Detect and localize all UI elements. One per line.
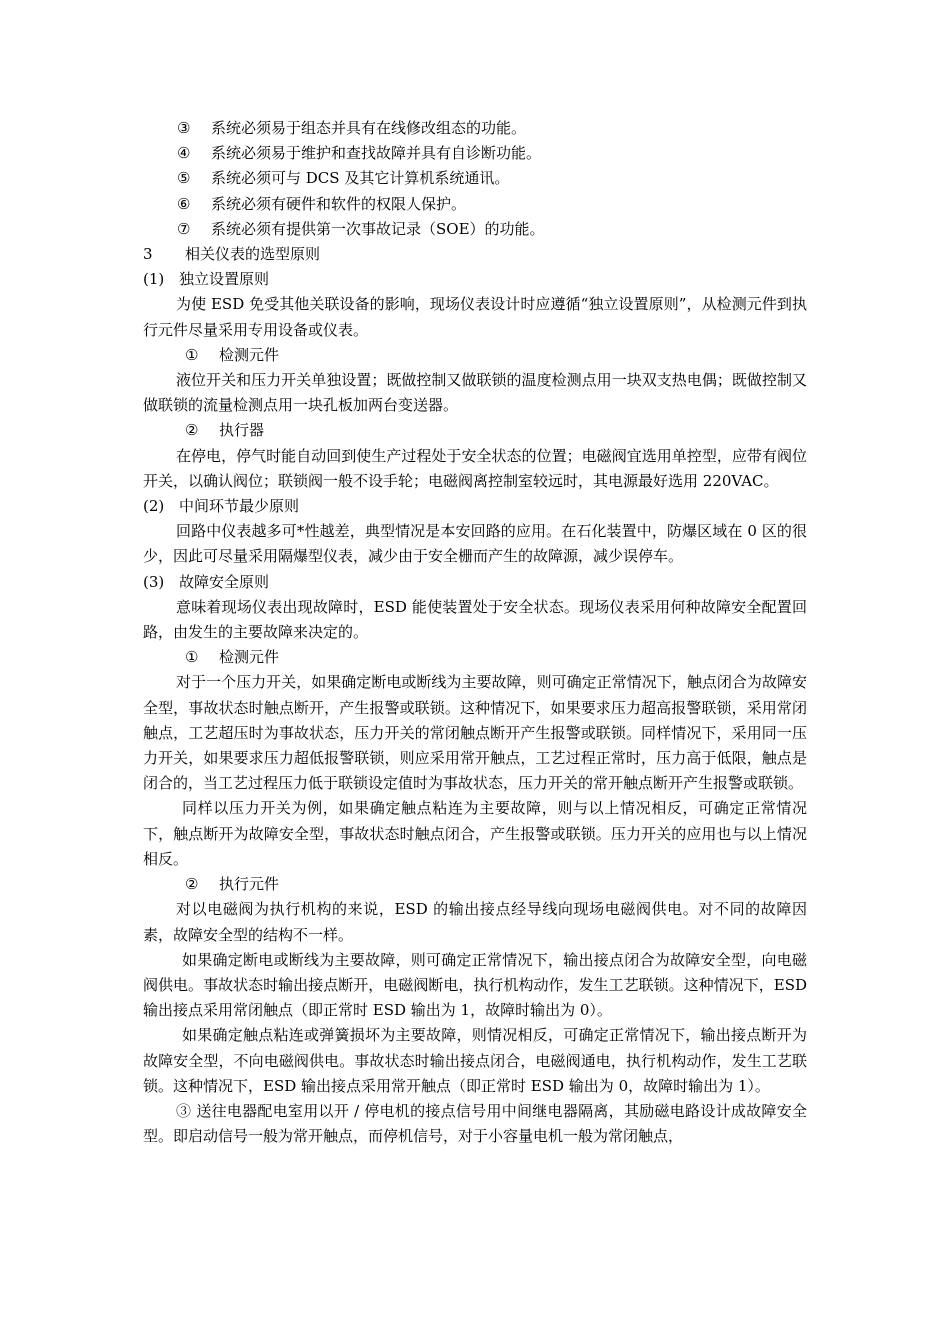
list-number: ④ — [177, 144, 191, 163]
paragraph: 液位开关和压力开关单独设置；既做控制又做联锁的温度检测点用一块双支热电偶；既做控制又做联锁的流量检测点用一块孔板加两台变送器。 — [143, 371, 807, 415]
subsection-number: (3) — [143, 572, 165, 591]
list-text: 系统必须可与 DCS 及其它计算机系统通讯。 — [211, 169, 510, 188]
subsection-title: 故障安全原则 — [179, 572, 270, 591]
paragraph: 为使 ESD 免受其他关联设备的影响，现场仪表设计时应遵循“独立设置原则”，从检测元件到执行元件尽量采用专用设备或仪表。 — [143, 295, 807, 339]
paragraph: 在停电，停气时能自动回到使生产过程处于安全状态的位置；电磁阀宜选用单控型，应带有阀位开关，以确认阀位；联锁阀一般不设手轮；电磁阀离控制室较远时，其电源最好选用 220VAC。 — [143, 446, 807, 490]
list-text: 系统必须易于维护和查找故障并具有自诊断功能。 — [211, 144, 542, 163]
list-item — [143, 217, 807, 242]
paragraph: 对于一个压力开关，如果确定断电或断线为主要故障，则可确定正常情况下，触点闭合为故障安全型，事故状态时触点断开，产生报警或联锁。这种情况下，如果要求压力超高报警联锁，采用常闭触点，工艺超压时为事故状态，压力开关的常闭触点断开产生报警或联锁。同样情况下，采用同一压力开关，如果要求压力超低报警联锁，则应采用常开触点，工艺过程正常时，压力高于低限，触点是闭合的，当工艺过程压力低于联锁设定值时为事故状态，压力开关的常开触点断开产生报警或联锁。 — [143, 673, 807, 793]
paragraph: 意味着现场仪表出现故障时，ESD 能使装置处于安全状态。现场仪表采用何种故障安全配置回路，由发生的主要故障来决定的。 — [143, 597, 807, 642]
section-heading — [143, 242, 807, 267]
paragraph: 如果确定断电或断线为主要故障，则可确定正常情况下，输出接点闭合为故障安全型，向电磁阀供电。事故状态时输出接点断开，电磁阀断电，执行机构动作，发生工艺联锁。这种情况下，ESD 输出接点采用常闭触点（即正常时 ESD 输出为 1，故障时输出为 0）。 — [143, 950, 807, 1020]
sub-title: 执行器 — [219, 421, 265, 440]
sub-number: ② — [185, 875, 199, 894]
list-text: 系统必须有硬件和软件的权限人保护。 — [211, 194, 467, 213]
list-number: ⑤ — [177, 169, 191, 188]
sub-title: 检测元件 — [219, 648, 280, 667]
subsection-title: 中间环节最少原则 — [179, 497, 300, 516]
list-item — [143, 192, 807, 217]
paragraph: 如果确定触点粘连或弹簧损坏为主要故障，则情况相反，可确定正常情况下，输出接点断开为故障安全型，不向电磁阀供电。事故状态时输出接点闭合，电磁阀通电，执行机构动作，发生工艺联锁。这种情况下，ESD 输出接点采用常开触点（即正常时 ESD 输出为 0，故障时输出为 1）。 — [143, 1026, 807, 1095]
paragraph: 对以电磁阀为执行机构的来说，ESD 的输出接点经导线向现场电磁阀供电。对不同的故障因素，故障安全型的结构不一样。 — [143, 900, 807, 944]
paragraph: 同样以压力开关为例，如果确定触点粘连为主要故障，则与以上情况相反，可确定正常情况下，触点断开为故障安全型，事故状态时触点闭合，产生报警或联锁。压力开关的应用也与以上情况相反。 — [143, 799, 807, 868]
list-item — [143, 166, 807, 191]
subsection-heading — [143, 494, 807, 519]
list-number: ⑥ — [177, 194, 191, 213]
subsection-number: (2) — [143, 497, 165, 516]
sub-heading — [143, 872, 807, 897]
list-item — [143, 141, 807, 166]
list-text: 系统必须易于组态并具有在线修改组态的功能。 — [211, 119, 527, 137]
subsection-heading — [143, 267, 807, 292]
section-title: 相关仪表的选型原则 — [185, 245, 321, 264]
paragraph: 回路中仪表越多可*性越差，典型情况是本安回路的应用。在石化装置中，防爆区域在 0 区的很少，因此可尽量采用隔爆型仪表，减少由于安全栅而产生的故障源，减少误停车。 — [143, 522, 807, 566]
subsection-title: 独立设置原则 — [179, 270, 270, 289]
subsection-heading — [143, 570, 807, 595]
sub-number: ① — [185, 345, 199, 364]
paragraph: ③ 送往电器配电室用以开 / 停电机的接点信号用中间继电器隔离，其励磁电路设计成故障安全型。即启动信号一般为常开触点，而停机信号，对于小容量电机一般为常闭触点， — [143, 1101, 807, 1146]
list-item — [143, 116, 807, 141]
sub-title: 执行元件 — [219, 875, 280, 894]
list-number: ③ — [177, 119, 191, 137]
subsection-number: (1) — [143, 270, 165, 289]
list-number: ⑦ — [177, 219, 191, 238]
sub-heading — [143, 645, 807, 670]
sub-number: ② — [185, 421, 199, 440]
section-number: 3 — [143, 245, 153, 264]
sub-title: 检测元件 — [219, 345, 280, 364]
sub-number: ① — [185, 648, 199, 667]
sub-heading — [143, 418, 807, 443]
list-text: 系统必须有提供第一次事故记录（SOE）的功能。 — [211, 219, 545, 238]
sub-heading — [143, 343, 807, 368]
